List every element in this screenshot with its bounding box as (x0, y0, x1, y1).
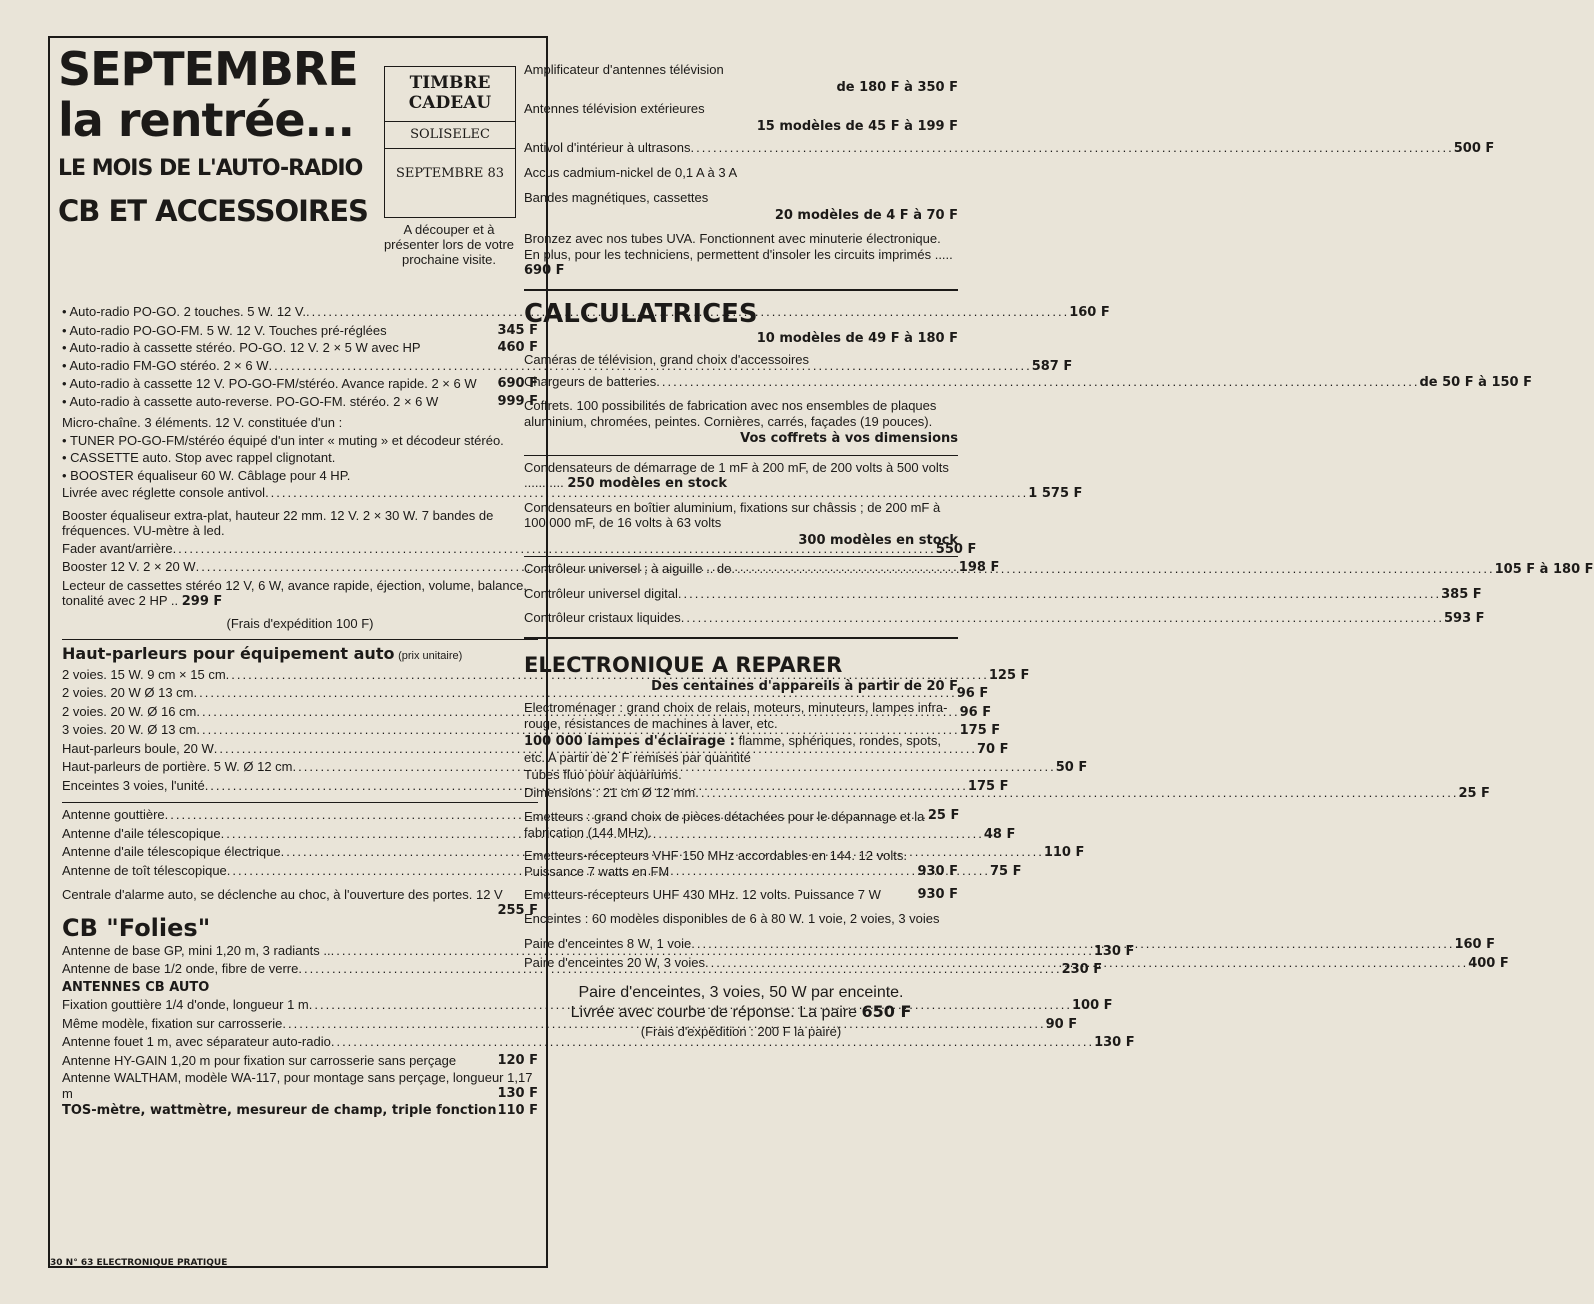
list-item: Condensateurs en boîtier aluminium, fixations sur châssis ; de 200 mF à 100 000 mF, de 16 volts à 63 volts (524, 499, 941, 530)
list-item: Lecteur de cassettes stéréo 12 V, 6 W, avance rapide, éjection, volume, balance, tonalité avec 2 HP .. 299 F (62, 577, 527, 609)
subheading-autoradio: LE MOIS DE L'AUTO-RADIO (58, 156, 363, 181)
subheading-cb: CB ET ACCESSOIRES (58, 194, 368, 228)
list-item: Enceintes 3 voies, l'unité ..... 175 F (62, 778, 538, 795)
micro-chaine-intro: Micro-chaîne. 3 éléments. 12 V. constituée d'un : (62, 415, 343, 430)
list-item: Haut-parleurs de portière. 5 W. Ø 12 cm ..... 50 F (62, 759, 538, 776)
list-item: Bandes magnétiques, cassettes (524, 190, 709, 205)
list-item: Contrôleur universel digital ..... 385 F (524, 586, 958, 603)
list-item: • CASSETTE auto. Stop avec rappel clignotant. (62, 450, 336, 465)
list-item: Antivol d'intérieur à ultrasons ..... 500 F (524, 140, 958, 157)
cond2-stock: 300 modèles en stock (798, 532, 958, 548)
list-item: Même modèle, fixation sur carrosserie ..... 90 F (62, 1016, 538, 1033)
cb-auto-heading: ANTENNES CB AUTO (62, 979, 210, 995)
list-item: Antenne fouet 1 m, avec séparateur auto-radio ..... 130 F (62, 1034, 538, 1051)
list-item: • Auto-radio PO-GO-FM. 5 W. 12 V. Touches pré-réglées 345 F (62, 322, 538, 338)
promo-line2: Livrée avec courbe de réponse. La paire 650 F (570, 1002, 912, 1021)
stamp-title1: TIMBRE (409, 73, 491, 93)
promo-shipping: (Frais d'expédition : 200 F la paire) (640, 1024, 842, 1039)
list-item: Fader avant/arrière ..... 550 F (62, 541, 538, 558)
list-item: Antenne de toît télescopique ..... 75 F (62, 863, 538, 880)
calc-title: CALCULATRICES (524, 298, 758, 329)
hero-title: SEPTEMBRE (58, 42, 358, 96)
list-item: 2 voies. 20 W Ø 13 cm ..... 96 F (62, 685, 538, 702)
list-item: Enceintes : 60 modèles disponibles de 6 à 80 W. 1 voie, 2 voies, 3 voies (524, 910, 940, 926)
alarme-item: Centrale d'alarme auto, se déclenche au choc, à l'ouverture des portes. 12 V 255 F (62, 887, 538, 918)
list-item: Antenne d'aile télescopique électrique ..... 110 F (62, 844, 538, 861)
list-item: Coffrets. 100 possibilités de fabrication avec nos ensembles de plaques aluminium, chromées, peintes. Cornières, carrés, façades (19 pouces). (524, 398, 937, 429)
list-item: Haut-parleurs boule, 20 W ..... 70 F (62, 741, 538, 758)
cb-title: CB "Folies" (62, 913, 211, 942)
list-item: Tubes fluo pour aquariums. (524, 767, 682, 782)
list-item: Antenne HY-GAIN 1,20 m pour fixation sur carrosserie sans perçage 120 F (62, 1052, 538, 1068)
divider (524, 289, 958, 291)
list-item: • Auto-radio à cassette stéréo. PO-GO. 12 V. 2 × 5 W avec HP 460 F (62, 340, 538, 355)
list-item: Chargeurs de batteries ..... de 50 F à 150 F (524, 374, 958, 391)
stamp-brand: SOLISELEC (385, 121, 515, 149)
list-item: Booster 12 V. 2 × 20 W ..... 198 F (62, 559, 538, 576)
elec-sub: Des centaines d'appareils à partir de 20 F (651, 678, 958, 694)
list-item: TOS-mètre, wattmètre, mesureur de champ, triple fonction 110 F (62, 1103, 538, 1118)
stamp-note: A découper et à présenter lors de votre prochaine visite. (383, 222, 515, 267)
stamp-title2: CADEAU (408, 93, 492, 113)
elec-title: ELECTRONIQUE A REPARER (524, 652, 843, 677)
hero-subtitle: la rentrée... (58, 93, 354, 147)
list-item: Antenne gouttière ..... 25 F (62, 802, 538, 824)
list-item: Electroménager : grand choix de relais, moteurs, minuteurs, lampes infra-rouge, résistances de machines à laver, etc. (524, 700, 948, 731)
gift-stamp (384, 66, 516, 218)
list-item: 2 voies. 15 W. 9 cm × 15 cm ..... 125 F (62, 667, 538, 684)
list-item: Paire d'enceintes 20 W, 3 voies ..... 400 F (524, 955, 958, 972)
list-item: Antenne WALTHAM, modèle WA-117, pour montage sans perçage, longueur 1,17 m 130 F (62, 1070, 538, 1101)
price-range: 20 modèles de 4 F à 70 F (774, 207, 958, 223)
catalog-page (40, 28, 1594, 1276)
list-item: 100 000 lampes d'éclairage : flamme, sphériques, rondes, spots, etc. A partir de 2 F remises par quantité (524, 733, 941, 765)
list-item: 2 voies. 20 W. Ø 16 cm ..... 96 F (62, 704, 538, 721)
list-item: Dimensions : 21 cm Ø 12 mm ..... 25 F (524, 785, 958, 802)
list-item: Contrôleur cristaux liquides ..... 593 F (524, 610, 958, 627)
divider (524, 637, 958, 639)
list-item: Condensateurs de démarrage de 1 mF à 200 mF, de 200 volts à 500 volts ........... 250 modèles en stock (524, 455, 958, 492)
list-item: • Auto-radio à cassette 12 V. PO-GO-FM/stéréo. Avance rapide. 2 × 6 W 690 F (62, 376, 538, 391)
list-item: Caméras de télévision, grand choix d'accessoires (524, 352, 810, 367)
list-item: 3 voies. 20 W. Ø 13 cm ..... 175 F (62, 722, 538, 739)
hp-title: Haut-parleurs pour équipement auto (prix unitaire) (62, 639, 538, 665)
promo-line1: Paire d'enceintes, 3 voies, 50 W par enceinte. (578, 984, 904, 1001)
stamp-date: SEPTEMBRE 83 (395, 166, 505, 181)
list-item: Antenne d'aile télescopique ..... 48 F (62, 826, 538, 843)
list-item: Amplificateur d'antennes télévision (524, 62, 724, 77)
shipping-note: (Frais d'expédition 100 F) (226, 615, 374, 631)
list-item: • BOOSTER équaliseur 60 W. Câblage pour 4 HP. (62, 467, 351, 483)
list-item: Antenne de base 1/2 onde, fibre de verre ..... 230 F (62, 961, 538, 978)
list-item: • Auto-radio FM-GO stéréo. 2 × 6 W ..... 587 F (62, 358, 538, 375)
list-item: Contrôleur universel ; à aiguille .. de ..... 105 F à 180 F (524, 556, 958, 578)
booster-desc: Booster équaliseur extra-plat, hauteur 22 mm. 12 V. 2 × 30 W. 7 bandes de fréquences. VU-mètre à led. (62, 507, 494, 538)
price-range: de 180 F à 350 F (836, 79, 958, 95)
list-item: Emetteurs-récepteurs UHF 430 MHz. 12 volts. Puissance 7 W 930 F (524, 887, 958, 902)
list-item: Paire d'enceintes 8 W, 1 voie ..... 160 F (524, 936, 958, 953)
list-item: • Auto-radio PO-GO. 2 touches. 5 W. 12 V. ..... 160 F (62, 304, 538, 321)
list-item: Emetteurs : grand choix de pièces détachées pour le dépannage et la fabrication (144 MHz). (524, 809, 925, 840)
list-item: Fixation gouttière 1/4 d'onde, longueur 1 m ..... 100 F (62, 997, 538, 1014)
list-item: • TUNER PO-GO-FM/stéréo équipé d'un inter « muting » et décodeur stéréo. (62, 432, 504, 448)
list-item: Livrée avec réglette console antivol ..... 1 575 F (62, 485, 538, 502)
page-footer: 30 N° 63 ELECTRONIQUE PRATIQUE (50, 1258, 228, 1268)
list-item: Antenne de base GP, mini 1,20 m, 3 radiants .. ..... 130 F (62, 943, 538, 960)
list-item: Emetteurs-récepteurs VHF 150 MHz accordables en 144. 12 volts. Puissance 7 watts en FM 930 F (524, 848, 958, 879)
list-item: Antennes télévision extérieures (524, 101, 705, 116)
calc-sub: 10 modèles de 49 F à 180 F (756, 330, 958, 346)
price-range: 15 modèles de 45 F à 199 F (756, 118, 958, 134)
list-item: Accus cadmium-nickel de 0,1 A à 3 A (524, 164, 738, 180)
coffrets-tagline: Vos coffrets à vos dimensions (740, 431, 958, 446)
list-item: Bronzez avec nos tubes UVA. Fonctionnent avec minuterie électronique. En plus, pour les techniciens, permettent d'insoler les circuits imprimés ..... 690 F (524, 231, 953, 278)
list-item: • Auto-radio à cassette auto-reverse. PO-GO-FM. stéréo. 2 × 6 W 999 F (62, 393, 538, 409)
